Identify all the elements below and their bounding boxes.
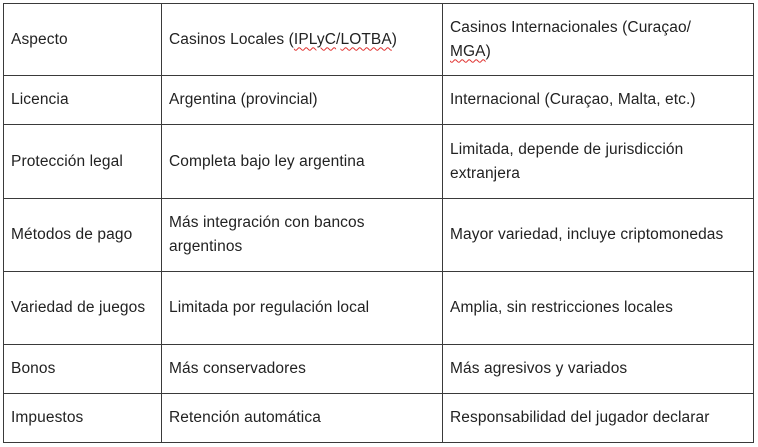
cell-international: Internacional (Curaçao, Malta, etc.) — [443, 76, 754, 125]
cell-aspect: Métodos de pago — [4, 199, 162, 272]
table-row-licencia — [4, 76, 754, 125]
cell-local: Argentina (provincial) — [162, 76, 443, 125]
table-row-impuestos — [4, 394, 754, 443]
table-header-row — [4, 4, 754, 76]
header-cell-aspect: Aspecto — [4, 4, 162, 76]
cell-local: Retención automática — [162, 394, 443, 443]
spellcheck-mark-lotba: LOTBA — [340, 30, 392, 48]
cell-aspect: Variedad de juegos — [4, 272, 162, 345]
table-row-metodos-de-pago — [4, 199, 754, 272]
header-cell-local-casinos — [162, 4, 443, 76]
comparison-table — [3, 3, 754, 443]
header-international-line1: Casinos Internacionales (Curaçao/ — [450, 18, 692, 36]
cell-aspect: Impuestos — [4, 394, 162, 443]
cell-international: Responsabilidad del jugador declarar — [443, 394, 754, 443]
cell-international: Más agresivos y variados — [443, 345, 754, 394]
cell-local: Más conservadores — [162, 345, 443, 394]
cell-local: Completa bajo ley argentina — [162, 125, 443, 199]
table-row-variedad-de-juegos — [4, 272, 754, 345]
spellcheck-mark-iplyc: IPLyC — [293, 30, 337, 48]
table-row-proteccion-legal — [4, 125, 754, 199]
header-local-prefix: Casinos Locales ( — [169, 30, 294, 48]
cell-local: Limitada por regulación local — [162, 272, 443, 345]
header-cell-international-casinos — [443, 4, 754, 76]
cell-international: Mayor variedad, incluye criptomonedas — [443, 199, 754, 272]
header-local-separator: / — [336, 30, 341, 48]
cell-international: Limitada, depende de jurisdicción extranjera — [443, 125, 754, 199]
cell-aspect: Licencia — [4, 76, 162, 125]
cell-local: Más integración con bancos argentinos — [162, 199, 443, 272]
header-local-suffix: ) — [391, 30, 398, 48]
spellcheck-mark-mga: MGA — [450, 42, 486, 60]
table-row-bonos — [4, 345, 754, 394]
cell-international: Amplia, sin restricciones locales — [443, 272, 754, 345]
cell-aspect: Protección legal — [4, 125, 162, 199]
header-international-suffix: ) — [485, 42, 491, 60]
cell-aspect: Bonos — [4, 345, 162, 394]
